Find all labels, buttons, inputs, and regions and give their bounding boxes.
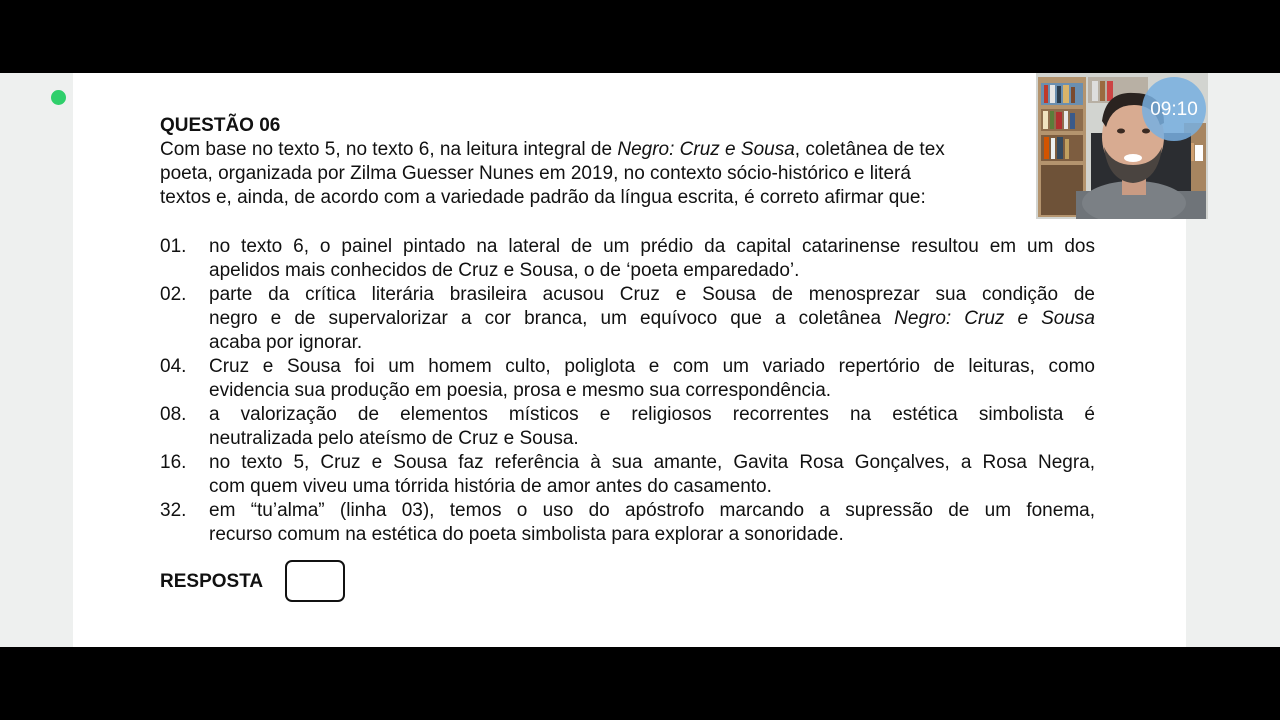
option-number: 08.	[160, 404, 187, 425]
clock-time: 09:10	[1150, 99, 1198, 120]
options-list	[160, 235, 1095, 547]
intro-text: Com base no texto 5, no texto 6, na leitura integral de	[160, 139, 618, 160]
option-number: 04.	[160, 356, 187, 377]
intro-line	[160, 186, 1095, 210]
option-line: negro e de supervalorizar a cor branca, um equívoco que a coletânea Negro: Cruz e Sousa	[209, 308, 1095, 329]
option-line: neutralizada pelo ateísmo de Cruz e Sousa.	[209, 428, 579, 449]
option-number: 02.	[160, 284, 187, 305]
option-item	[160, 499, 1095, 547]
option-line: em “tu’alma” (linha 03), temos o uso do apóstrofo marcando a supressão de um fonema,	[209, 500, 1095, 521]
option-line: apelidos mais conhecidos de Cruz e Sousa, o de ‘poeta emparedado’.	[209, 260, 800, 281]
intro-text: poeta, organizada por Zilma Guesser Nunes em 2019, no contexto sócio-histórico e literá	[160, 163, 911, 184]
option-item	[160, 403, 1095, 451]
option-line: evidencia sua produção em poesia, prosa e mesmo sua correspondência.	[209, 380, 832, 401]
option-item	[160, 235, 1095, 283]
question-title: QUESTÃO 06	[160, 115, 281, 136]
intro-line	[160, 162, 1095, 186]
option-number: 16.	[160, 452, 187, 473]
question-intro	[160, 138, 1095, 210]
intro-italic-title: Negro: Cruz e Sousa	[617, 139, 795, 160]
option-line: Cruz e Sousa foi um homem culto, poliglota e com um variado repertório de leituras, como	[209, 356, 1095, 377]
option-line: no texto 6, o painel pintado na lateral de um prédio da capital catarinense resultou em um dos	[209, 236, 1095, 257]
intro-text: textos e, ainda, de acordo com a variedade padrão da língua escrita, é correto afirmar que:	[160, 187, 926, 208]
option-item	[160, 451, 1095, 499]
option-line: a valorização de elementos místicos e religiosos recorrentes na estética simbolista é	[209, 404, 1095, 425]
option-item	[160, 355, 1095, 403]
option-line: recurso comum na estética do poeta simbolista para explorar a sonoridade.	[209, 524, 844, 545]
intro-text: , coletânea de tex	[794, 139, 945, 160]
answer-box[interactable]	[285, 560, 345, 602]
option-line: parte da crítica literária brasileira acusou Cruz e Sousa de menosprezar sua condição de	[209, 284, 1095, 305]
option-line: com quem viveu uma tórrida história de amor antes do casamento.	[209, 476, 772, 497]
option-italic-title: Negro: Cruz e Sousa	[894, 308, 1095, 329]
intro-line	[160, 138, 1095, 162]
webcam-overlay	[1036, 73, 1208, 219]
answer-label: RESPOSTA	[160, 571, 264, 592]
option-number: 32.	[160, 500, 187, 521]
option-number: 01.	[160, 236, 187, 257]
option-item	[160, 283, 1095, 355]
option-line: no texto 5, Cruz e Sousa faz referência à sua amante, Gavita Rosa Gonçalves, a Rosa Negra,	[209, 452, 1095, 473]
status-dot-icon	[51, 90, 66, 105]
exam-page	[73, 73, 1186, 647]
option-line: acaba por ignorar.	[209, 332, 363, 353]
